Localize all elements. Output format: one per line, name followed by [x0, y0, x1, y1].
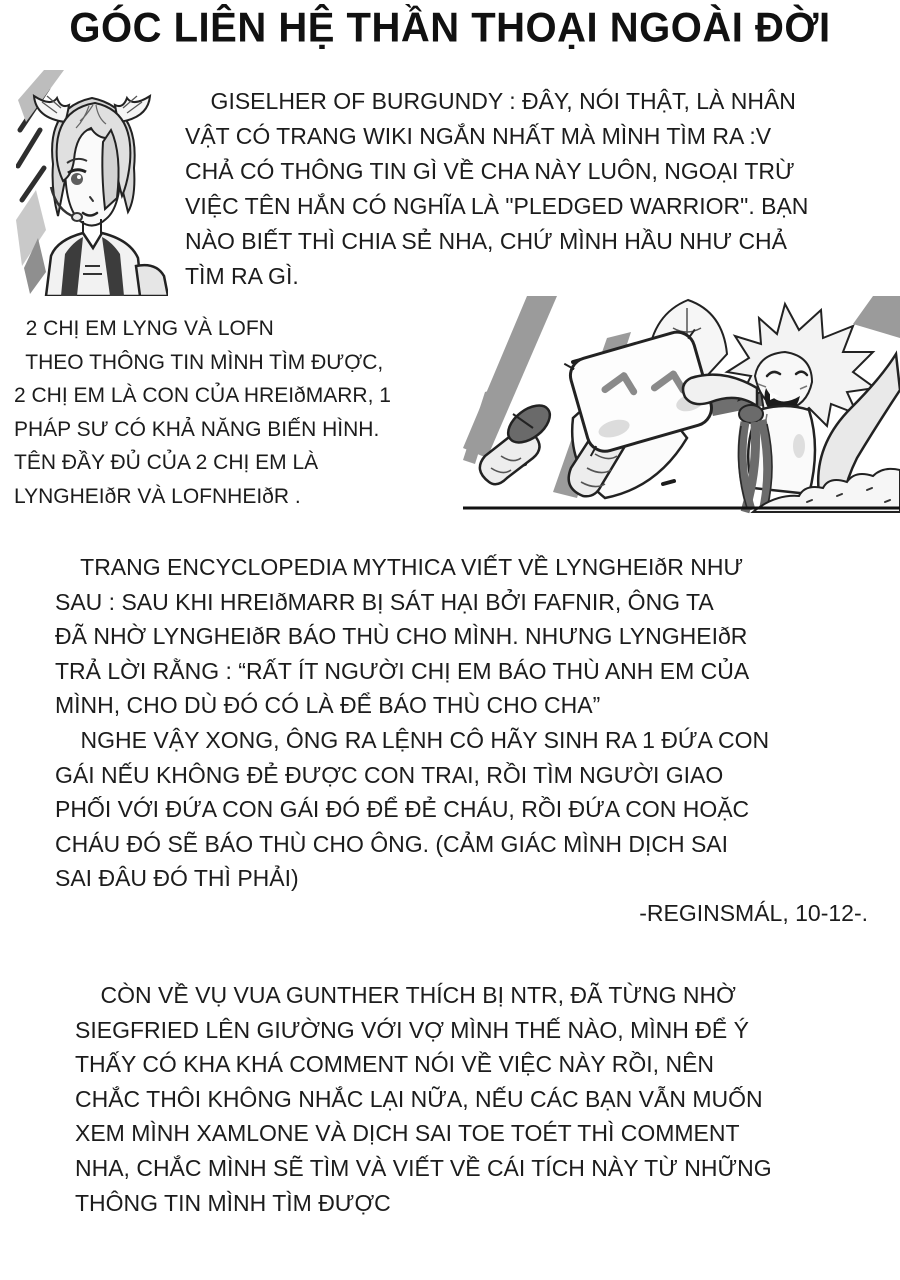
text-line: LYNGHEIðR VÀ LOFNHEIðR . [14, 484, 301, 508]
text-line: CHẢ CÓ THÔNG TIN GÌ VỀ CHA NÀY LUÔN, NGOẠI TRỪ [185, 158, 795, 184]
text-line: TÊN ĐẦY ĐỦ CỦA 2 CHỊ EM LÀ [14, 451, 319, 474]
text-line: CHẮC THÔI KHÔNG NHẮC LẠI NỮA, NẾU CÁC BẠN VẪN MUỐN [75, 1085, 763, 1112]
paragraph-mythica-lines [55, 550, 900, 896]
text-line: 2 CHỊ EM LYNG VÀ LOFN [14, 317, 274, 340]
paragraph-sisters [14, 312, 459, 513]
text-line: TRANG ENCYCLOPEDIA MYTHICA VIẾT VỀ LYNGHEIðR NHƯ [55, 554, 744, 580]
scene-svg [455, 296, 900, 514]
paragraph-mythica [55, 550, 900, 931]
text-line: GÁI NẾU KHÔNG ĐẺ ĐƯỢC CON TRAI, RỒI TÌM NGƯỜI GIAO [55, 761, 724, 788]
text-line: MÌNH, CHO DÙ ĐÓ CÓ LÀ ĐỂ BÁO THÙ CHO CHA” [55, 692, 601, 719]
text-line: ĐÃ NHỜ LYNGHEIðR BÁO THÙ CHO MÌNH. NHƯNG LYNGHEIðR [55, 623, 748, 650]
text-line: XEM MÌNH XAMLONE VÀ DỊCH SAI TOE TOÉT THÌ COMMENT [75, 1120, 740, 1147]
text-line: 2 CHỊ EM LÀ CON CỦA HREIðMARR, 1 [14, 384, 391, 407]
text-line: NÀO BIẾT THÌ CHIA SẺ NHA, CHỨ MÌNH HẦU NHƯ CHẢ [185, 228, 788, 254]
text-line: SAI ĐÂU ĐÓ THÌ PHẢI) [55, 865, 299, 892]
text-line: VIỆC TÊN HẮN CÓ NGHĨA LÀ "PLEDGED WARRIOR". BẠN [185, 193, 809, 219]
text-line: TÌM RA GÌ. [185, 263, 299, 289]
paragraph-giselher [185, 84, 897, 294]
page-title: GÓC LIÊN HỆ THẦN THOẠI NGOÀI ĐỜI [69, 5, 831, 51]
text-line: SAU : SAU KHI HREIðMARR BỊ SÁT HẠI BỞI FAFNIR, ÔNG TA [55, 588, 714, 615]
text-line: CHÁU ĐÓ SẼ BÁO THÙ CHO ÔNG. (CẢM GIÁC MÌNH DỊCH SAI [55, 830, 729, 857]
text-line: NGHE VẬY XONG, ÔNG RA LỆNH CÔ HÃY SINH RA 1 ĐỨA CON [55, 726, 770, 753]
lyng-lofn-pillow-fight-illustration [455, 296, 900, 514]
text-line: THẤY CÓ KHA KHÁ COMMENT NÓI VỀ VIỆC NÀY RỒI, NÊN [75, 1051, 715, 1078]
attribution-reginsmal: -REGINSMÁL, 10-12-. [639, 899, 868, 926]
text-line: THEO THÔNG TIN MÌNH TÌM ĐƯỢC, [14, 350, 384, 374]
text-line: TRẢ LỜI RẰNG : “RẤT ÍT NGƯỜI CHỊ EM BÁO THÙ ANH EM CỦA [55, 657, 750, 684]
text-line: PHỐI VỚI ĐỨA CON GÁI ĐÓ ĐỂ ĐẺ CHÁU, RỒI ĐỨA CON HOẶC [55, 796, 750, 823]
text-line: VẬT CÓ TRANG WIKI NGẮN NHẤT MÀ MÌNH TÌM RA :V [185, 123, 772, 149]
text-line: PHÁP SƯ CÓ KHẢ NĂNG BIẾN HÌNH. [14, 417, 380, 441]
paragraph-gunther [75, 978, 893, 1220]
giselher-portrait-illustration [16, 68, 168, 296]
text-line: NHA, CHẮC MÌNH SẼ TÌM VÀ VIẾT VỀ CÁI TÍCH NÀY TỪ NHỮNG [75, 1154, 772, 1181]
text-line: CÒN VỀ VỤ VUA GUNTHER THÍCH BỊ NTR, ĐÃ TỪNG NHỜ [75, 982, 736, 1008]
portrait-svg [16, 68, 168, 296]
text-line: THÔNG TIN MÌNH TÌM ĐƯỢC [75, 1189, 391, 1216]
text-line: SIEGFRIED LÊN GIƯỜNG VỚI VỢ MÌNH THẾ NÀO, MÌNH ĐỂ Ý [75, 1016, 749, 1043]
text-line: GISELHER OF BURGUNDY : ĐÂY, NÓI THẬT, LÀ NHÂN [185, 88, 796, 114]
